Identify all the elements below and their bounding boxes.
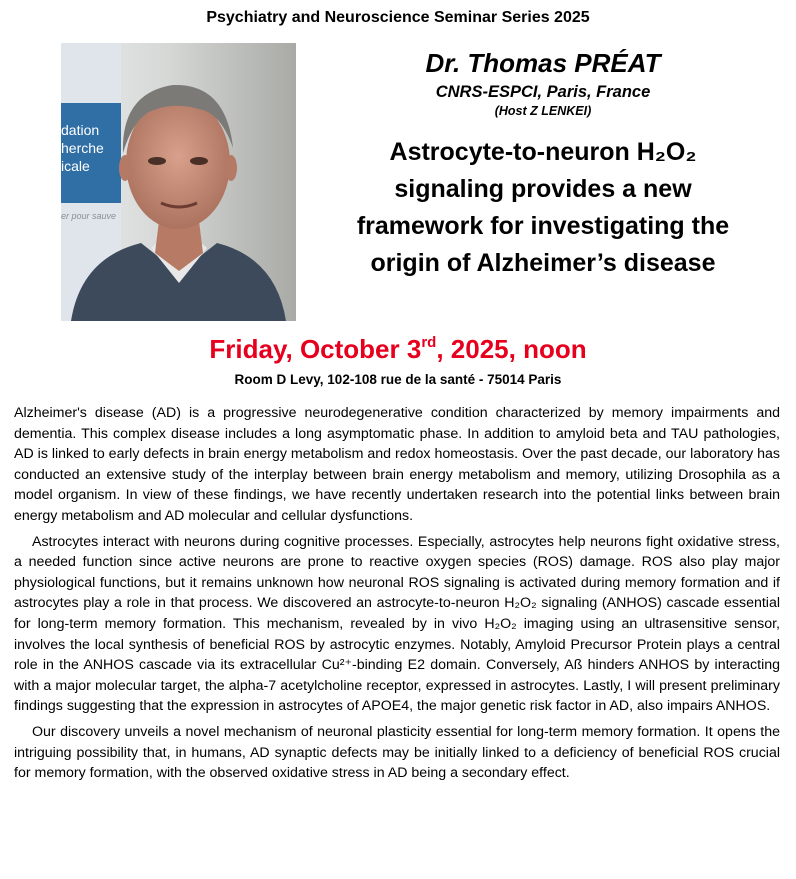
talk-title-line: signaling provides a new <box>394 175 692 203</box>
event-date-main: Friday, October 3 <box>209 334 422 364</box>
photo-backdrop-text: herche <box>61 140 104 156</box>
photo-backdrop-text: er pour sauve <box>61 211 117 221</box>
speaker-name: Dr. Thomas PRÉAT <box>425 48 661 78</box>
abstract-paragraph: Astrocytes interact with neurons during cognitive processes. Especially, astrocytes help neurons fight oxidative stress, a needed function since active neurons are prone to reactive oxygen species (ROS) damage. ROS also play major physiological functions, but it remains unknown how neuronal ROS signaling is activated during memory formation and if astrocytes play a role in that process. We discovered an astrocyte-to-neuron H₂O₂ signaling (ANHOS) cascade essential for long-term memory formation. This mechanism, revealed by in vivo H₂O₂ imaging using an ultrasensitive sensor, involves the local synthesis of beneficial ROS by astrocytic enzymes. Notably, Amyloid Precursor Protein plays a central role in the ANHOS cascade via its extracellular Cu²⁺-binding E2 domain. Conversely, Aß hinders ANHOS by interacting with a major molecular target, the alpha-7 acetylcholine receptor, expressed in astrocytes. Lastly, I will present preliminary findings suggesting that the expression in astrocytes of APOE4, the major genetic risk factor in AD, also impairs ANHOS. <box>14 533 780 715</box>
talk-title-line: origin of Alzheimer’s disease <box>370 249 716 277</box>
speaker-photo <box>61 43 296 321</box>
talk-title-line: framework for investigating the <box>356 212 730 240</box>
speaker-affiliation: CNRS-ESPCI, Paris, France <box>435 83 651 101</box>
talk-title-line: Astrocyte-to-neuron H₂O₂ <box>389 138 697 166</box>
abstract <box>14 403 780 789</box>
abstract-paragraph: Alzheimer's disease (AD) is a progressive neurodegenerative condition characterized by memory impairments and dementia. This complex disease includes a long asymptomatic phase. In addition to amyloid beta and TAU pathologies, AD is linked to early defects in brain energy metabolism and redox homeostasis. Over the past decade, our laboratory has conducted an extensive study of the interplay between brain energy metabolism and memory, utilizing Drosophila as a model organism. In view of these findings, we have recently undertaken research into the potential links between brain energy metabolism and AD molecular and cellular dysfunctions. <box>14 405 780 524</box>
photo-backdrop-text: dation <box>61 122 100 138</box>
photo-backdrop-text: icale <box>61 158 90 174</box>
talk-title <box>318 134 768 282</box>
event-date-rest: , 2025, noon <box>436 334 587 364</box>
series-title: Psychiatry and Neuroscience Seminar Series 2025 <box>206 9 590 26</box>
abstract-paragraph: Our discovery unveils a novel mechanism of neuronal plasticity essential for long-term memory formation. It opens the intriguing possibility that, in humans, AD synaptic defects may be initially linked to a deficiency of beneficial ROS crucial for memory formation, with the observed oxidative stress in AD being a secondary effect. <box>14 723 780 782</box>
event-date <box>0 334 796 365</box>
event-location: Room D Levy, 102-108 rue de la santé - 75014 Paris <box>234 372 562 387</box>
host-name: (Host Z LENKEI) <box>494 104 592 118</box>
event-date-ordinal: rd <box>421 334 437 351</box>
